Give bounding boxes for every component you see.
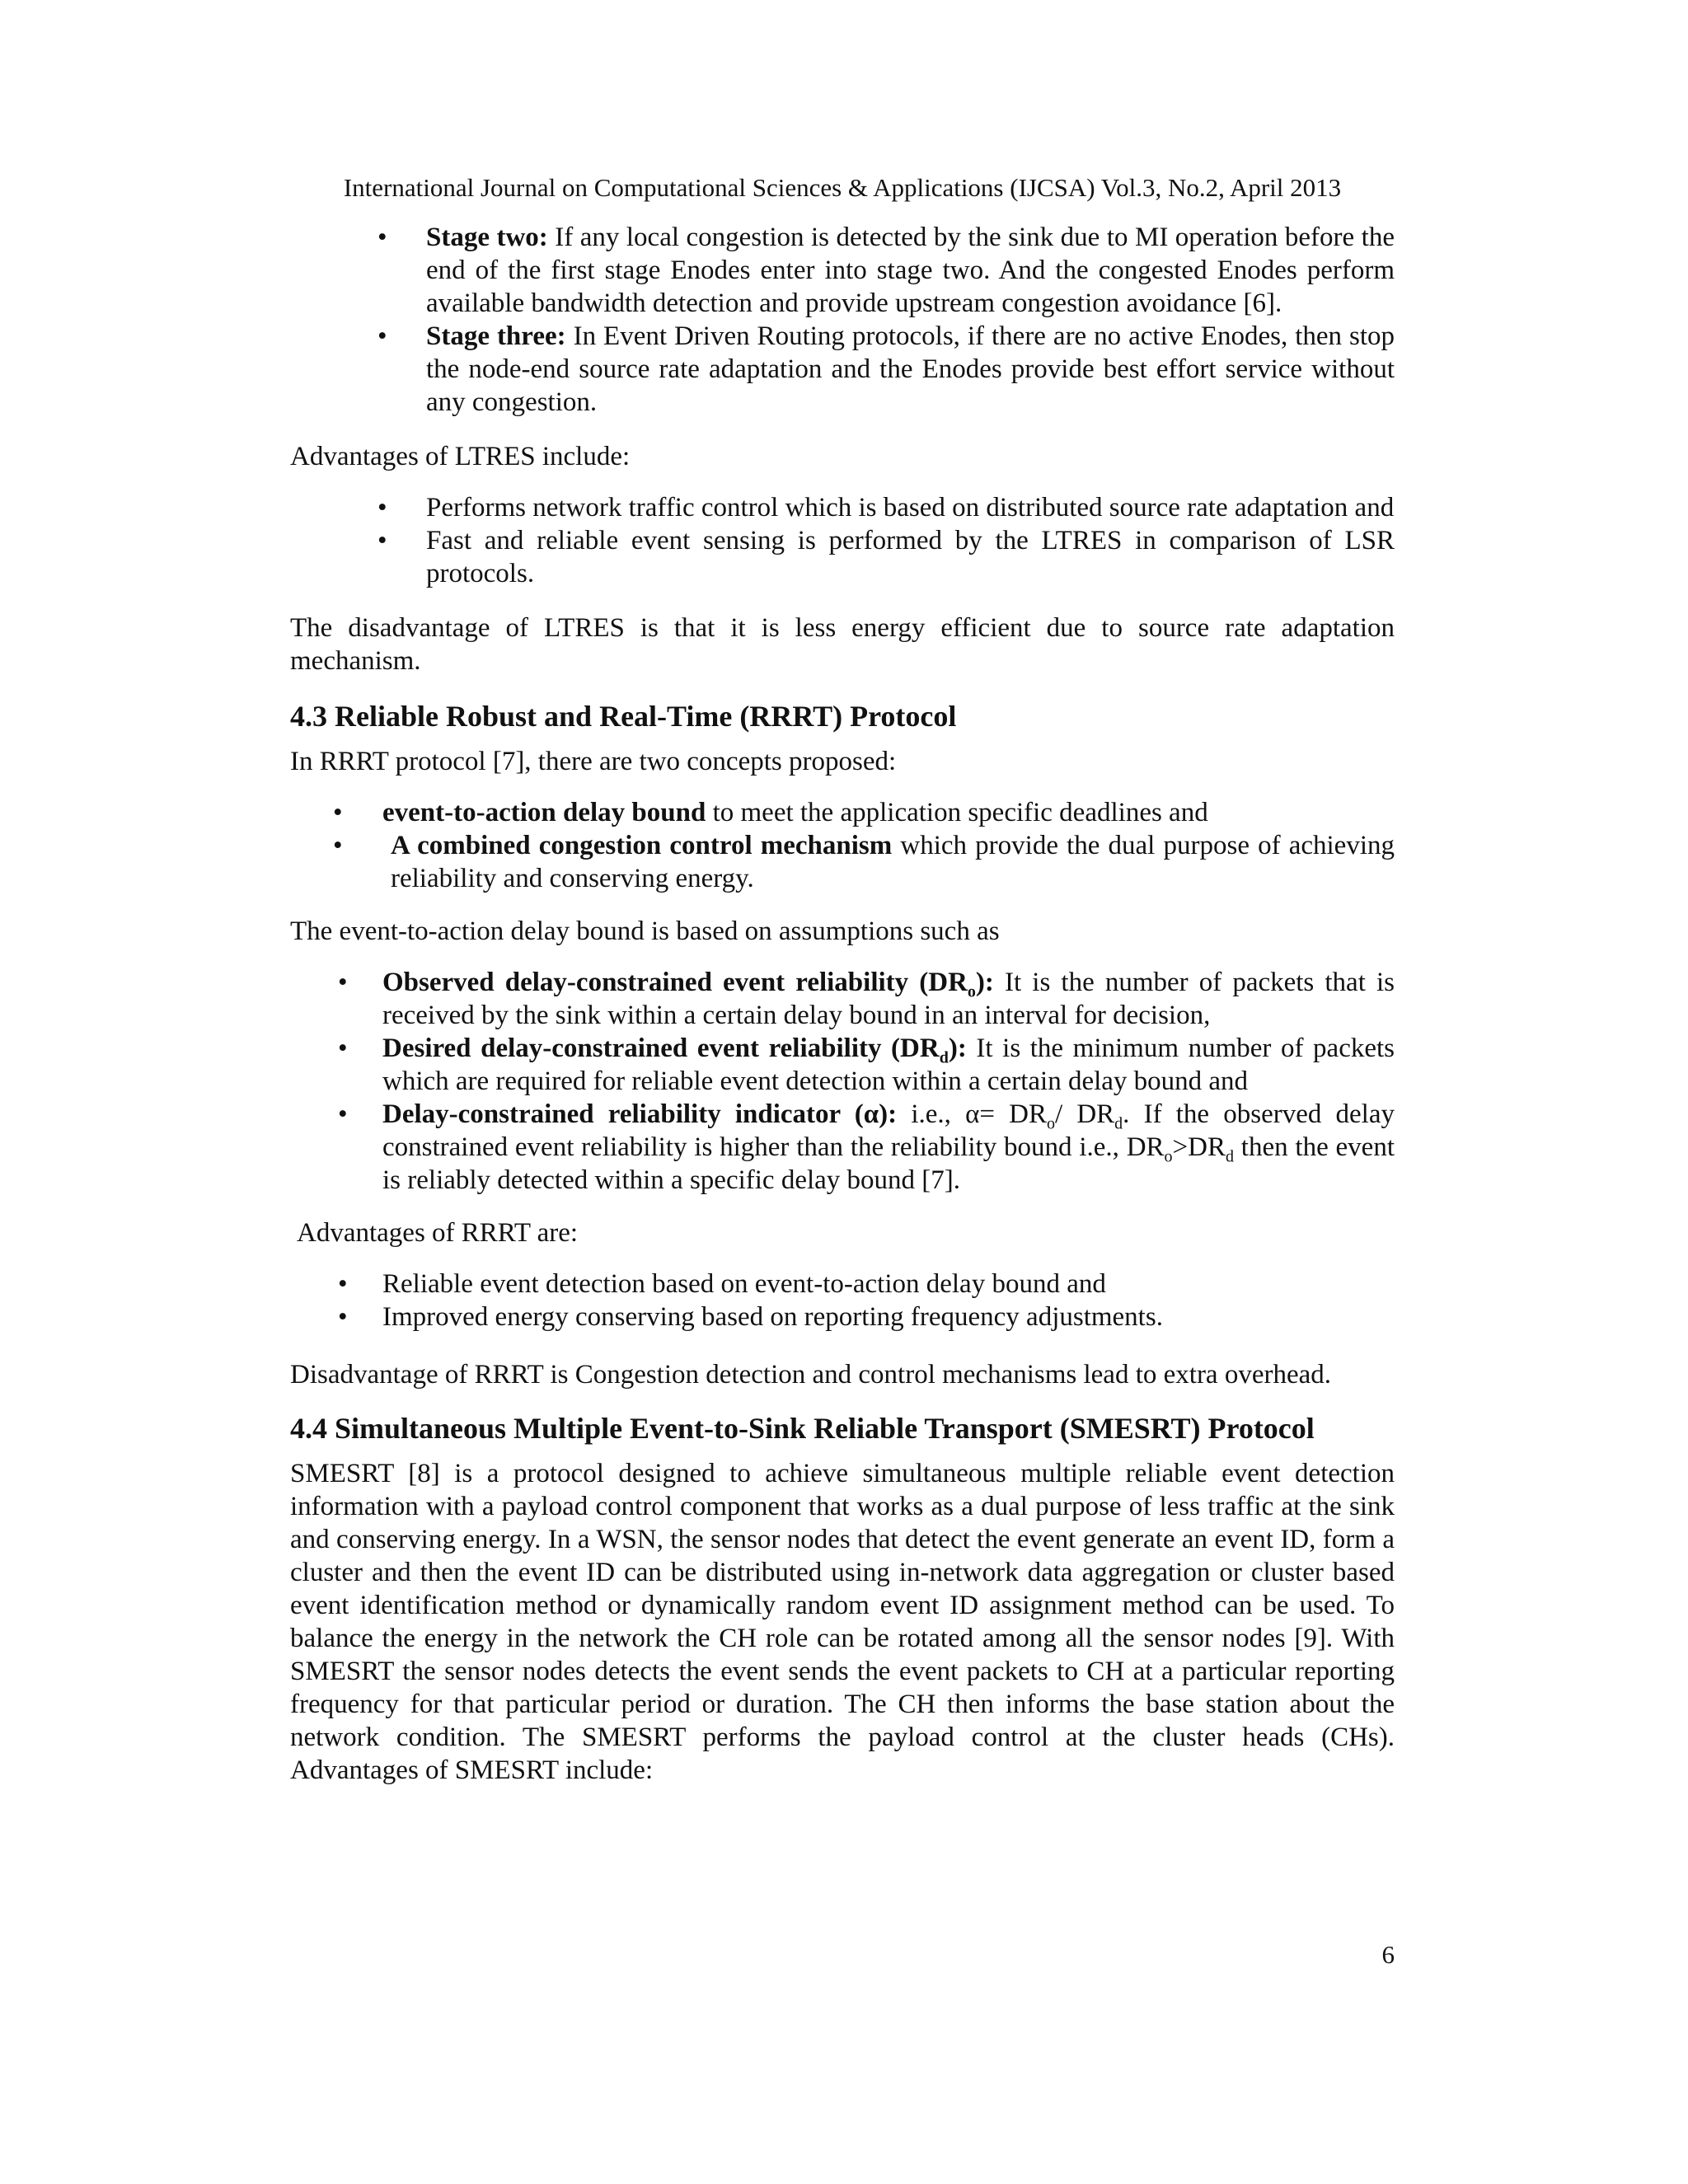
rrrt-intro: In RRRT protocol [7], there are two concepts proposed: bbox=[290, 747, 897, 776]
smesrt-body: SMESRT [8] is a protocol designed to achieve simultaneous multiple reliable event detection information with a payload control component that works as a dual purpose of less traffic at the sink and conserving energy. In a WSN, the sensor nodes that detect the event generate an event ID, form a cluster and then the event ID can be distributed using in-network data aggregation or cluster based event identification method or dynamically random event ID assignment method can be used. To balance the energy in the network the CH role can be rotated among all the sensor nodes [9]. With SMESRT the sensor nodes detects the event sends the event packets to CH at a particular reporting frequency for that particular period or duration. The CH then informs the base station about the network condition. The SMESRT performs the payload control at the cluster heads (CHs). Advantages of SMESRT include: bbox=[290, 1459, 1395, 1785]
list-item bbox=[290, 1268, 1395, 1301]
list-item bbox=[290, 1301, 1395, 1333]
bullet-icon: • bbox=[377, 493, 387, 523]
page-number: 6 bbox=[1381, 1940, 1395, 1969]
section-heading-4-3: 4.3 Reliable Robust and Real-Time (RRRT) Protocol bbox=[290, 700, 957, 733]
list-item-text: Improved energy conserving based on reporting frequency adjustments. bbox=[382, 1302, 1163, 1332]
concept-label: A combined congestion control mechanism bbox=[391, 831, 893, 860]
stage-text: If any local congestion is detected by the sink due to MI operation before the end of the first stage Enodes enter into stage two. And the congested Enodes perform available bandwidth detection and provide upstream congestion avoidance [6]. bbox=[426, 223, 1395, 318]
list-item bbox=[290, 221, 1395, 320]
list-item bbox=[290, 829, 1395, 895]
bullet-icon: • bbox=[377, 526, 387, 555]
concept-label: event-to-action delay bound bbox=[382, 798, 706, 827]
list-item-text: Fast and reliable event sensing is performed by the LTRES in comparison of LSR protocols. bbox=[426, 526, 1395, 588]
bullet-icon: • bbox=[333, 798, 343, 827]
ltres-advantages-intro: Advantages of LTRES include: bbox=[290, 442, 631, 471]
assumption-text: It is the number of packets that is received by the sink within a certain delay bound in an interval for decision, bbox=[382, 968, 1395, 1030]
bullet-icon: • bbox=[338, 1033, 348, 1063]
bullet-icon: • bbox=[338, 1099, 348, 1129]
list-item bbox=[290, 796, 1395, 829]
journal-header: International Journal on Computational Sciences & Applications (IJCSA) Vol.3, No.2, April 2013 bbox=[343, 173, 1342, 202]
list-item-text: Performs network traffic control which is based on distributed source rate adaptation and bbox=[426, 493, 1395, 523]
bullet-icon: • bbox=[338, 1269, 348, 1299]
list-item-text: Reliable event detection based on event-to-action delay bound and bbox=[382, 1269, 1106, 1299]
list-item bbox=[290, 320, 1395, 419]
rrrt-assumptions-intro: The event-to-action delay bound is based on assumptions such as bbox=[290, 916, 1000, 946]
bullet-icon: • bbox=[377, 321, 387, 351]
stage-list bbox=[290, 221, 1395, 419]
list-item bbox=[290, 491, 1395, 524]
ltres-disadvantage: The disadvantage of LTRES is that it is less energy efficient due to source rate adaptation mechanism. bbox=[290, 613, 1395, 676]
page-content bbox=[290, 221, 1395, 1787]
rrrt-concepts-list bbox=[290, 796, 1395, 895]
assumption-label: Observed delay-constrained event reliability $(DR_o)$: bbox=[382, 968, 994, 1001]
concept-text: which provide the dual purpose of achieving reliability and conserving energy. bbox=[391, 831, 1395, 893]
concept-text: to meet the application specific deadlines and bbox=[706, 798, 1208, 827]
stage-text: In Event Driven Routing protocols, if there are no active Enodes, then stop the node-end source rate adaptation and the Enodes provide best effort service without any congestion. bbox=[426, 321, 1395, 417]
assumption-text: It is the minimum number of packets which are required for reliable event detection within a certain delay bound and bbox=[382, 1033, 1395, 1096]
bullet-icon: • bbox=[338, 1302, 348, 1332]
list-item bbox=[290, 524, 1395, 590]
bullet-icon: • bbox=[377, 223, 387, 252]
stage-label: Stage two: bbox=[426, 223, 548, 252]
rrrt-assumptions-list bbox=[290, 966, 1395, 1197]
ltres-advantages-list bbox=[290, 491, 1395, 590]
section-heading-4-4: 4.4 Simultaneous Multiple Event-to-Sink Reliable Transport (SMESRT) Protocol bbox=[290, 1412, 1315, 1445]
list-item bbox=[290, 966, 1395, 1032]
rrrt-disadvantage: Disadvantage of RRRT is Congestion detection and control mechanisms lead to extra overhead. bbox=[290, 1360, 1332, 1390]
list-item bbox=[290, 1032, 1395, 1098]
assumption-label: Desired delay-constrained event reliability $(DR_d)$: bbox=[382, 1033, 967, 1067]
stage-label: Stage three: bbox=[426, 321, 566, 351]
bullet-icon: • bbox=[333, 831, 343, 860]
assumption-label: Delay-constrained reliability indicator (α): bbox=[382, 1099, 898, 1129]
bullet-icon: • bbox=[338, 968, 348, 997]
rrrt-advantages-list bbox=[290, 1268, 1395, 1333]
assumption-text: i.e., $\alpha= DR_o/$ $DR_d$. If the observed delay constrained event reliability is higher than the reliability bound i.e., $DR_o>DR_d$ then the event is reliably detected within a specific delay bound [7]. bbox=[382, 1099, 1395, 1195]
list-item bbox=[290, 1098, 1395, 1197]
rrrt-advantages-intro: Advantages of RRRT are: bbox=[297, 1218, 579, 1248]
